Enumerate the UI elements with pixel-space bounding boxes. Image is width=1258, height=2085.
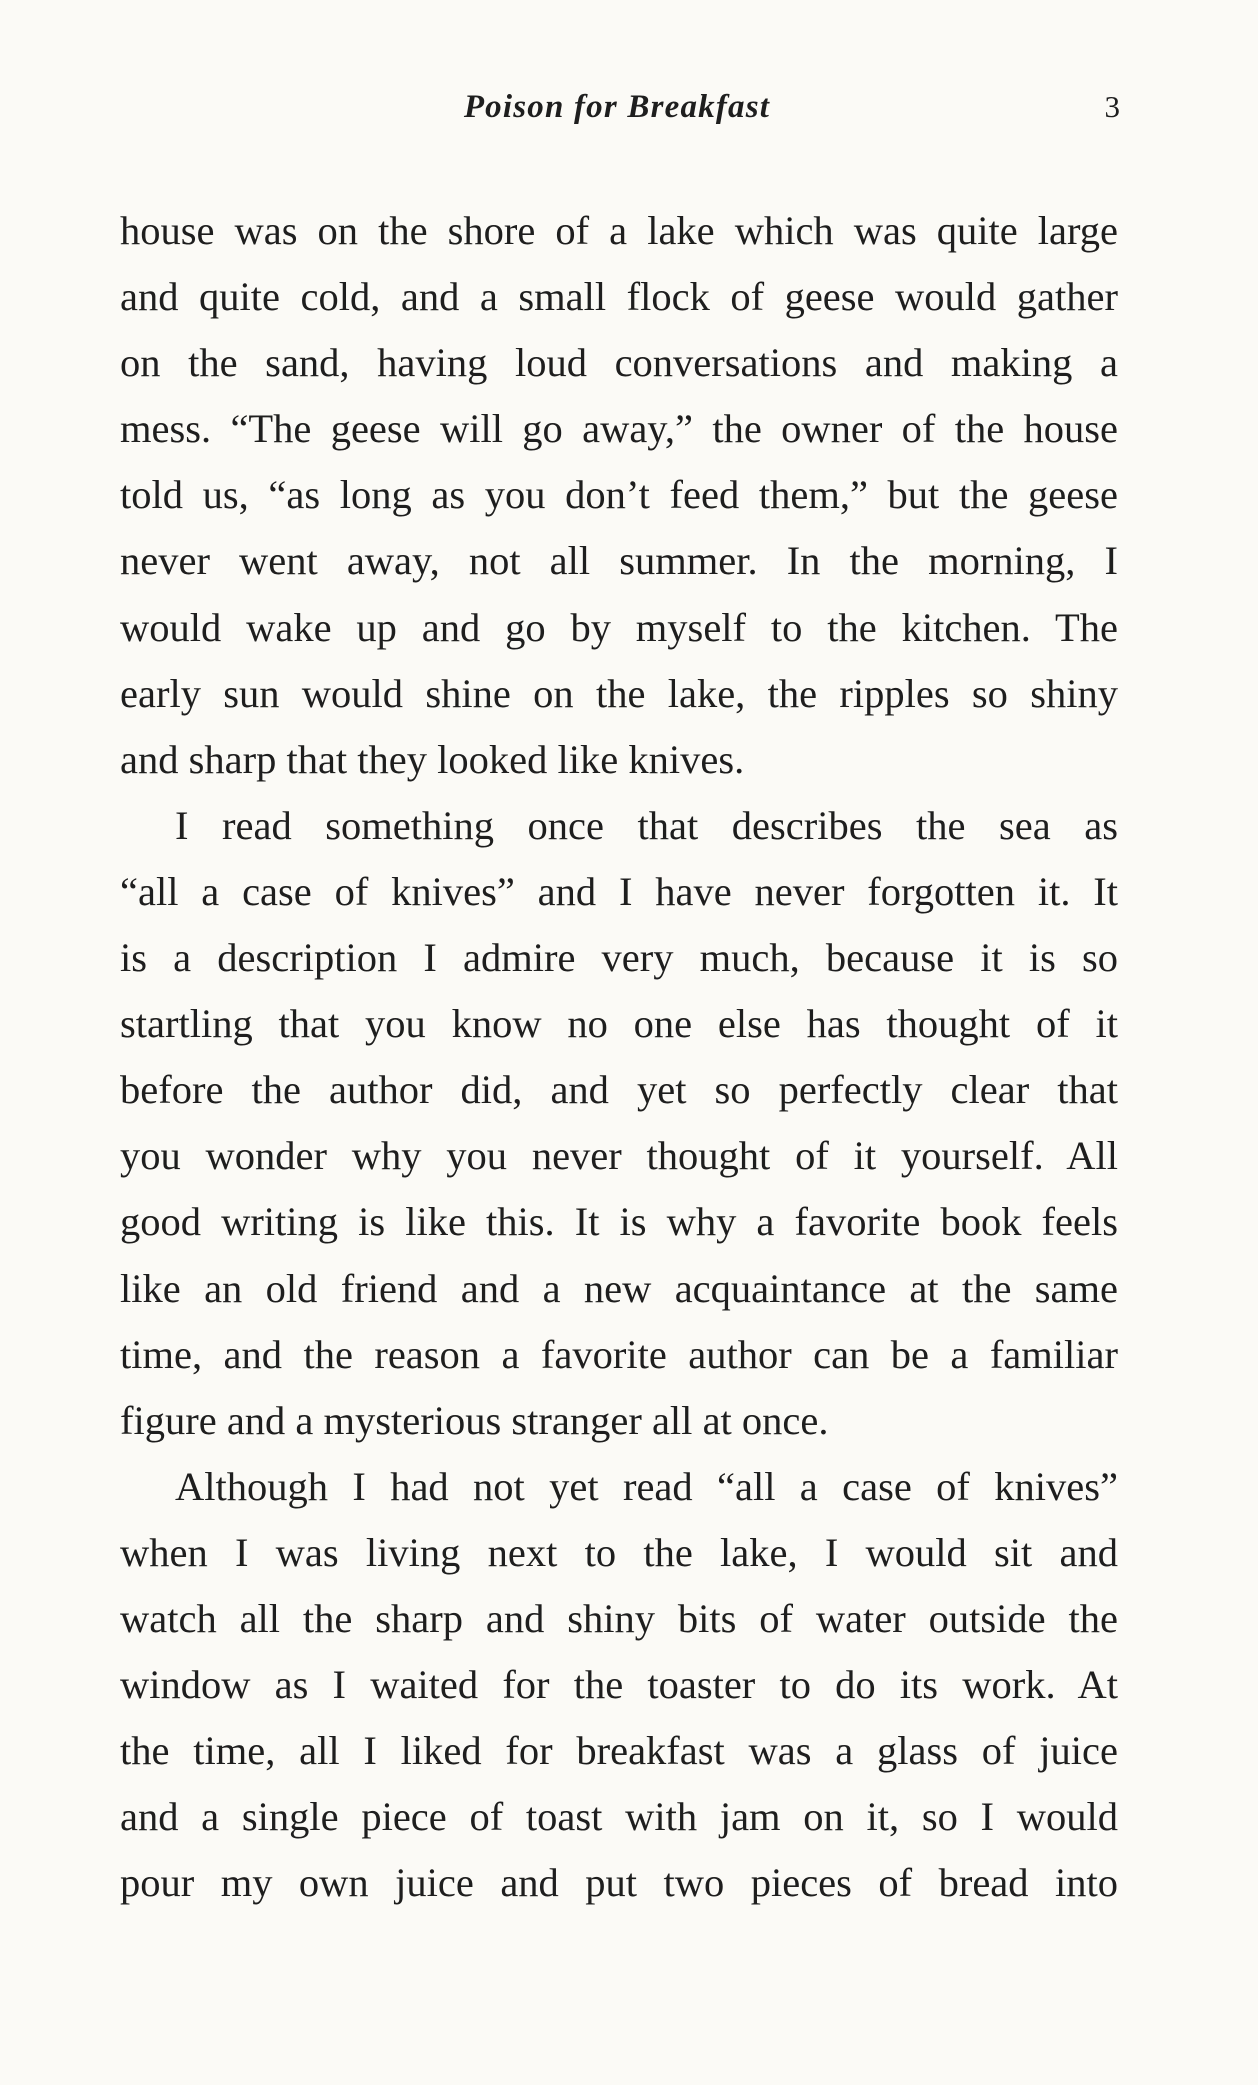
text-line: never went away, not all summer. In the morning, I — [120, 538, 1118, 584]
text-line: window as I waited for the toaster to do its work. At — [120, 1662, 1118, 1708]
page-number: 3 — [1104, 89, 1120, 124]
running-title: Poison for Breakfast — [463, 89, 771, 125]
text-line: like an old friend and a new acquaintance at the same — [120, 1265, 1118, 1311]
text-line: you wonder why you never thought of it yourself. All — [120, 1133, 1118, 1179]
text-line: and sharp that they looked like knives. — [120, 736, 745, 782]
text-line: “all a case of knives” and I have never forgotten it. It — [120, 868, 1118, 914]
text-line: and quite cold, and a small flock of geese would gather — [120, 274, 1118, 320]
text-line: told us, “as long as you don’t feed them,” but the geese — [120, 472, 1118, 518]
text-line: and a single piece of toast with jam on it, so I would — [120, 1794, 1118, 1840]
text-line: before the author did, and yet so perfectly clear that — [120, 1067, 1118, 1113]
text-line: watch all the sharp and shiny bits of water outside the — [120, 1595, 1118, 1641]
text-line: early sun would shine on the lake, the ripples so shiny — [120, 670, 1118, 716]
text-line: figure and a mysterious stranger all at once. — [120, 1397, 829, 1443]
text-line: is a description I admire very much, because it is so — [120, 935, 1118, 981]
running-head — [0, 82, 1258, 132]
text-line: mess. “The geese will go away,” the owner of the house — [120, 406, 1118, 452]
text-line: when I was living next to the lake, I would sit and — [120, 1529, 1118, 1575]
text-line: good writing is like this. It is why a favorite book feels — [120, 1199, 1118, 1245]
text-line: pour my own juice and put two pieces of bread into — [120, 1860, 1118, 1906]
text-line: on the sand, having loud conversations and making a — [120, 340, 1118, 386]
text-line: time, and the reason a favorite author can be a familiar — [120, 1331, 1118, 1377]
body-text — [120, 198, 1118, 1916]
text-line: would wake up and go by myself to the kitchen. The — [120, 604, 1118, 650]
text-line: Although I had not yet read “all a case of knives” — [175, 1463, 1118, 1509]
text-line: the time, all I liked for breakfast was a glass of juice — [120, 1728, 1118, 1774]
text-line: house was on the shore of a lake which was quite large — [120, 208, 1118, 253]
text-line: I read something once that describes the sea as — [175, 802, 1118, 848]
text-line: startling that you know no one else has thought of it — [120, 1001, 1118, 1047]
